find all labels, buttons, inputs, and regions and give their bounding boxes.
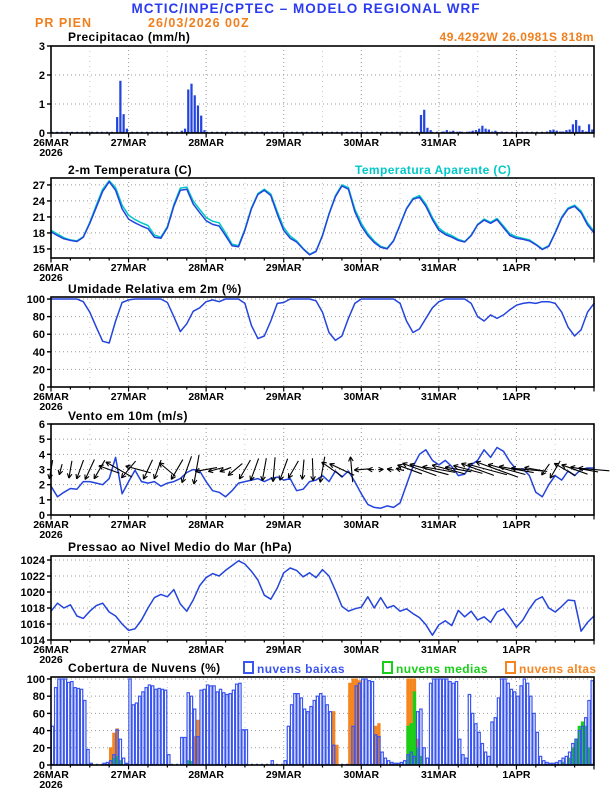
svg-text:1: 1 [38, 99, 45, 111]
svg-text:28MAR: 28MAR [188, 644, 224, 656]
station-label: PR PIEN [35, 16, 93, 30]
svg-text:20: 20 [32, 742, 45, 755]
high-clouds-label: nuvens altas [519, 662, 597, 676]
svg-text:30MAR: 30MAR [343, 137, 380, 149]
svg-text:2026: 2026 [39, 401, 63, 413]
svg-text:28MAR: 28MAR [188, 519, 224, 531]
svg-text:21: 21 [32, 211, 45, 224]
svg-text:40: 40 [32, 725, 45, 738]
svg-text:28MAR: 28MAR [188, 391, 224, 403]
svg-text:1022: 1022 [20, 571, 45, 583]
svg-text:18: 18 [32, 227, 45, 240]
svg-text:15: 15 [32, 243, 45, 256]
svg-text:27MAR: 27MAR [110, 769, 147, 781]
svg-text:27MAR: 27MAR [110, 644, 147, 656]
svg-text:1024: 1024 [20, 555, 45, 567]
svg-text:2: 2 [38, 479, 45, 492]
legend-apparent-temperature: Temperatura Aparente (C) [355, 163, 512, 177]
svg-text:4: 4 [38, 449, 45, 462]
svg-text:26MAR: 26MAR [33, 769, 69, 781]
svg-text:0: 0 [38, 760, 45, 772]
svg-text:27: 27 [32, 179, 45, 192]
svg-text:80: 80 [32, 311, 45, 324]
svg-text:26MAR: 26MAR [33, 644, 69, 656]
svg-text:6: 6 [38, 419, 45, 431]
svg-text:28MAR: 28MAR [188, 262, 224, 274]
svg-text:26MAR: 26MAR [33, 391, 69, 403]
svg-text:31MAR: 31MAR [421, 519, 457, 531]
page-title: MCTIC/INPE/CPTEC – MODELO REGIONAL WRF [131, 1, 481, 16]
svg-text:30MAR: 30MAR [343, 262, 380, 274]
panel-title-pressure: Pressao ao Nivel Medio do Mar (hPa) [68, 540, 293, 554]
svg-text:1016: 1016 [20, 619, 45, 631]
svg-text:29MAR: 29MAR [265, 519, 302, 531]
svg-text:3: 3 [38, 41, 45, 53]
svg-text:5: 5 [38, 434, 45, 447]
svg-text:31MAR: 31MAR [421, 391, 457, 403]
svg-text:0: 0 [38, 382, 45, 394]
svg-text:30MAR: 30MAR [343, 519, 380, 531]
svg-text:1020: 1020 [20, 587, 45, 599]
svg-text:26MAR: 26MAR [33, 137, 69, 149]
svg-text:3: 3 [38, 464, 45, 477]
svg-text:60: 60 [32, 708, 45, 721]
svg-text:26MAR: 26MAR [33, 519, 69, 531]
svg-text:2026: 2026 [39, 147, 63, 159]
svg-text:31MAR: 31MAR [421, 644, 457, 656]
panel-title-temperature: 2-m Temperatura (C) [68, 163, 193, 177]
svg-text:1014: 1014 [20, 635, 45, 647]
svg-text:100: 100 [26, 673, 45, 686]
svg-text:29MAR: 29MAR [265, 262, 302, 274]
svg-text:1APR: 1APR [502, 262, 531, 274]
svg-text:80: 80 [32, 691, 45, 704]
svg-text:20: 20 [32, 364, 45, 377]
svg-text:2026: 2026 [39, 779, 63, 791]
svg-text:1APR: 1APR [502, 519, 531, 531]
svg-text:2026: 2026 [39, 272, 63, 284]
svg-text:27MAR: 27MAR [110, 391, 147, 403]
svg-text:28MAR: 28MAR [188, 137, 224, 149]
svg-text:31MAR: 31MAR [421, 137, 457, 149]
svg-text:2026: 2026 [39, 529, 63, 541]
svg-text:40: 40 [32, 346, 45, 359]
svg-text:30MAR: 30MAR [343, 391, 380, 403]
svg-text:29MAR: 29MAR [265, 391, 302, 403]
panel-title-clouds: Cobertura de Nuvens (%) [68, 661, 221, 675]
svg-text:31MAR: 31MAR [421, 262, 457, 274]
svg-text:1: 1 [38, 494, 45, 507]
panel-title-wind: Vento em 10m (m/s) [68, 409, 188, 423]
svg-text:2: 2 [38, 70, 45, 82]
svg-text:1APR: 1APR [502, 769, 531, 781]
svg-text:29MAR: 29MAR [265, 137, 302, 149]
svg-text:31MAR: 31MAR [421, 769, 457, 781]
svg-text:27MAR: 27MAR [110, 137, 147, 149]
low-clouds-label: nuvens baixas [257, 662, 345, 676]
svg-text:1APR: 1APR [502, 644, 531, 656]
svg-text:29MAR: 29MAR [265, 769, 302, 781]
svg-text:24: 24 [32, 195, 45, 208]
svg-text:27MAR: 27MAR [110, 519, 147, 531]
svg-text:1APR: 1APR [502, 137, 531, 149]
svg-text:60: 60 [32, 329, 45, 342]
panel-title-humidity: Umidade Relativa em 2m (%) [68, 282, 242, 296]
svg-text:0: 0 [38, 510, 45, 522]
mid-clouds-label: nuvens medias [396, 662, 488, 676]
svg-text:30MAR: 30MAR [343, 769, 380, 781]
svg-text:26MAR: 26MAR [33, 262, 69, 274]
panel-title-precipitation: Precipitacao (mm/h) [68, 30, 191, 44]
svg-text:0: 0 [38, 128, 45, 140]
svg-text:100: 100 [26, 294, 45, 307]
svg-text:2026: 2026 [39, 654, 63, 666]
station-coordinates: 49.4292W 26.0981S 818m [439, 30, 594, 44]
svg-text:30MAR: 30MAR [343, 644, 380, 656]
svg-text:1APR: 1APR [502, 391, 531, 403]
svg-text:29MAR: 29MAR [265, 644, 302, 656]
model-run-label: 26/03/2026 00Z [148, 16, 250, 30]
svg-text:27MAR: 27MAR [110, 262, 147, 274]
svg-text:1018: 1018 [20, 603, 45, 615]
svg-text:28MAR: 28MAR [188, 769, 224, 781]
